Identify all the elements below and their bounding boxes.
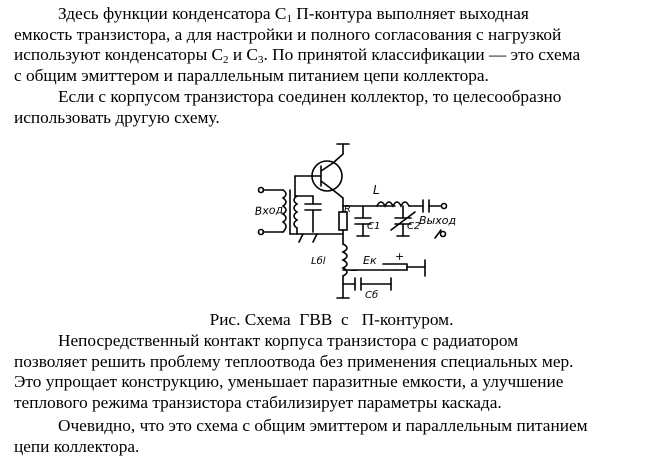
paragraph-2-line-1: Если с корпусом транзистора соединен коллектор, то целесообразно [58, 87, 562, 106]
circuit-diagram [245, 138, 470, 308]
label-input: Вход [254, 203, 284, 218]
input-coil-primary [283, 190, 286, 232]
input-coil-secondary [294, 196, 297, 228]
figure-caption: Рис. Схема ГВВ с П-контуром. [209, 310, 454, 329]
paragraph-2 [14, 87, 654, 128]
paragraph-3-line-1: Непосредственный контакт корпуса транзистора с радиатором [58, 331, 519, 350]
paragraph-2-line-2: использовать другую схему. [14, 107, 220, 127]
paragraph-1-line-2: емкость транзистора, а для настройки и полного согласования с нагрузкой [14, 24, 562, 44]
label-output: Выход [419, 214, 457, 227]
label-cb: Cб [365, 290, 379, 301]
label-plus: + [395, 250, 405, 263]
paragraph-1 [14, 4, 654, 86]
paragraph-3-line-2: позволяет решить проблему теплоотвода без применения специальных мер. [14, 351, 574, 371]
paragraph-1-line-1: Здесь функции конденсатора $С_1$ П-контура выполняет выходная [58, 4, 529, 25]
label-c2: C2 [407, 221, 421, 232]
label-c1: C1 [367, 221, 381, 232]
paragraph-3-line-4: теплового режима транзистора стабилизирует параметры каскада. [14, 392, 502, 412]
paragraph-3-line-3: Это упрощает конструкцию, уменьшает паразитные емкости, а улучшение [14, 372, 564, 392]
paragraph-3 [14, 331, 654, 413]
paragraph-4 [14, 416, 654, 457]
paragraph-4-line-1: Очевидно, что это схема с общим эмиттером и параллельным питанием [58, 416, 588, 435]
label-minus: − [349, 264, 359, 277]
label-ek: Eк [363, 254, 377, 267]
paragraph-1-line-3: используют конденсаторы $С_2$ и $С_3$. По принятой классификации — это схема [14, 45, 581, 67]
label-l: L [373, 183, 380, 197]
paragraph-1-line-4: с общим эмиттером и параллельным питанием цепи коллектора. [14, 65, 489, 85]
choke-lbl [343, 244, 347, 276]
label-lbl: Lбl [311, 256, 326, 267]
label-r: R [344, 204, 351, 215]
paragraph-4-line-2: цепи коллектора. [14, 436, 140, 456]
